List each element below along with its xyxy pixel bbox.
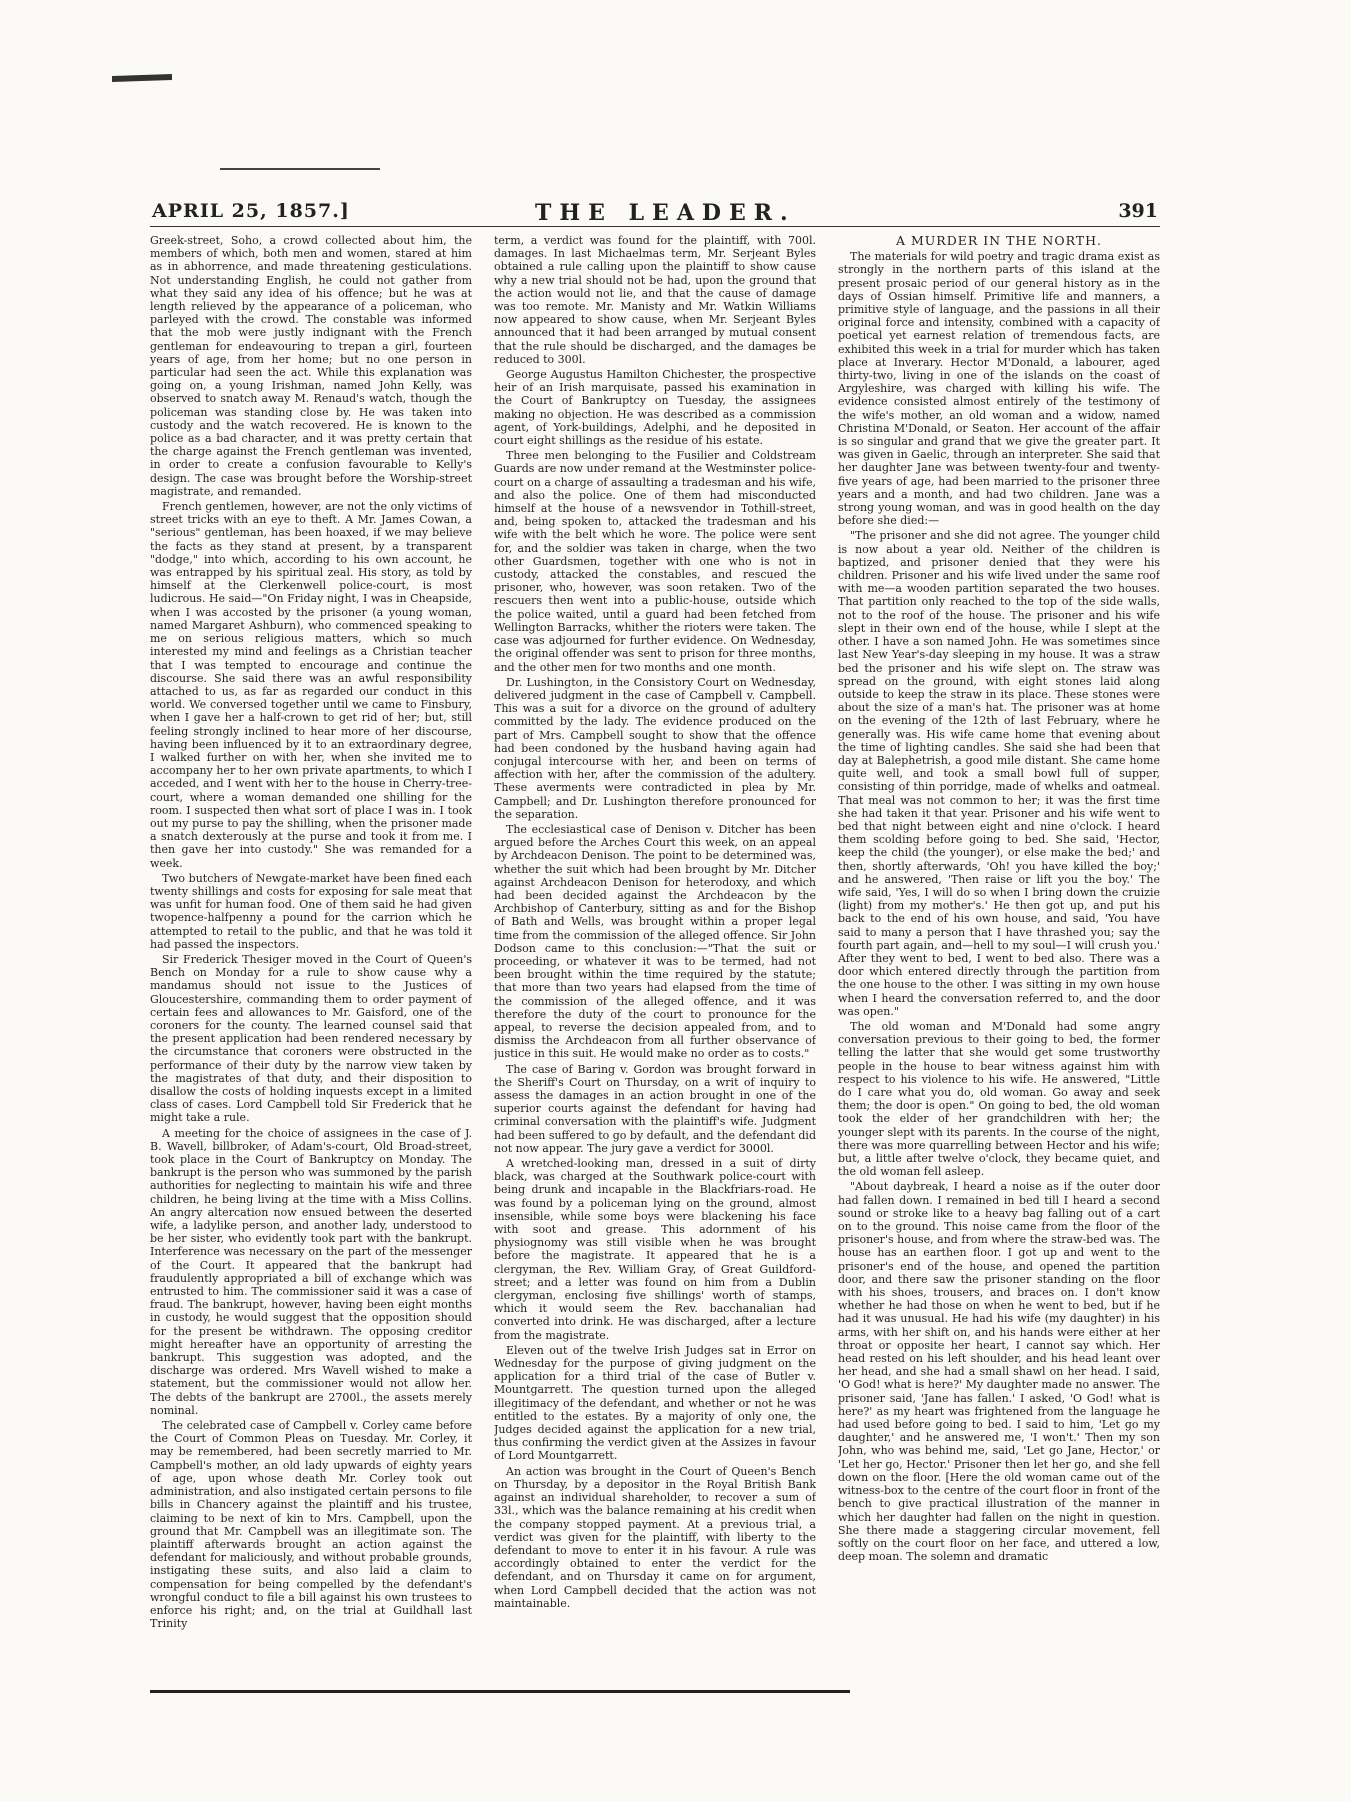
scan-artifact <box>112 74 172 82</box>
page-number: 391 <box>1118 200 1158 222</box>
newspaper-title: THE LEADER. <box>535 200 796 226</box>
paragraph: A wretched-looking man, dressed in a suit of dirty black, was charged at the Southwark police-court with being drunk and incapable in the Blackfriars-road. He was found by a policeman lying on the ground, almost insensible, while some boys were blackening his face with soot and grease. This adornment of his physiognomy was still visible when he was brought before the magistrate. It appeared that he is a clergyman, the Rev. William Gray, of Great Guildford-street; and a letter was found on him from a Dublin clergyman, enclosing five shillings' worth of stamps, which it would seem the Rev. bacchanalian had converted into drink. He was discharged, after a lecture from the magistrate. <box>494 1157 816 1342</box>
paragraph: French gentlemen, however, are not the only victims of street tricks with an eye to theft. A Mr. James Cowan, a "serious" gentleman, has been hoaxed, if we may believe the facts as they stand at present, by a transparent "dodge," into which, according to his own account, he was entrapped by his spiritual zeal. His story, as told by himself at the Clerkenwell police-court, is most ludicrous. He said—"On Friday night, I was in Cheapside, when I was accosted by the prisoner (a young woman, named Margaret Ashburn), who commenced speaking to me on serious religious matters, which so much interested my mind and feelings as a Christian teacher that I was tempted to encourage and continue the discourse. She said there was an awful responsibility attached to us, as far as regarded our conduct in this world. We conversed together until we came to Finsbury, when I gave her a half-crown to get rid of her; but, still feeling strongly inclined to hear more of her discourse, having been influenced by it to an extraordinary degree, I walked further on with her, when she invited me to accompany her to her own private apartments, to which I acceded, and I went with her to the house in Cherry-tree-court, where a woman demanded one shilling for the room. I suspected then what sort of place I was in. I took out my purse to pay the shilling, when the prisoner made a snatch dexterously at the purse and took it from me. I then gave her into custody." She was remanded for a week. <box>150 500 472 870</box>
quoted-testimony: "About daybreak, I heard a noise as if the outer door had fallen down. I remained in bed till I heard a second sound or stroke like to a heavy bag falling out of a cart on to the ground. This noise came from the floor of the prisoner's house, and from where the straw-bed was. The house has an earthen floor. I got up and went to the prisoner's end of the house, and opened the partition door, and there saw the prisoner standing on the floor with his shoes, trousers, and braces on. I don't know whether he had those on when he went to bed, but if he had it was unusual. He had his wife (my daughter) in his arms, with her shift on, and his hands were either at her throat or opposite her heart, I cannot say which. Her head rested on his left shoulder, and his head leant over her head, and she had a small shawl on her head. I said, 'O God! what is here?' My daughter made no answer. The prisoner said, 'Jane has fallen.' I asked, 'O God! what is here?' as my heart was frightened from the language he had used before going to bed. I said to him, 'Let go my daughter,' and he answered me, 'I won't.' Then my son John, who was behind me, said, 'Let go Jane, Hector,' or 'Let her go, Hector.' Prisoner then let her go, and she fell down on the floor. [Here the old woman came out of the witness-box to the centre of the court floor in front of the bench to give practical illustration of the manner in which her daughter had fallen on the night in question. She there made a staggering circular movement, fell softly on the court floor on her face, and uttered a low, deep moan. The solemn and dramatic <box>838 1180 1160 1564</box>
bottom-rule <box>150 1690 850 1693</box>
paragraph: A meeting for the choice of assignees in the case of J. B. Wavell, billbroker, of Adam's-court, Old Broad-street, took place in the Court of Bankruptcy on Monday. The bankrupt is the person who was summoned by the parish authorities for neglecting to maintain his wife and three children, he being living at the time with a Miss Collins. An angry altercation now ensued between the deserted wife, a ladylike person, and another lady, understood to be her sister, who evidently took part with the bankrupt. Interference was necessary on the part of the messenger of the Court. It appeared that the bankrupt had fraudulently appropriated a bill of exchange which was entrusted to him. The commissioner said it was a case of fraud. The bankrupt, however, having been eight months in custody, he would suggest that the opposition should for the present be withdrawn. The opposing creditor might hereafter have an opportunity of arresting the bankrupt. This suggestion was adopted, and the discharge was ordered. Mrs Wavell wished to make a statement, but the commissioner would not allow her. The debts of the bankrupt are 2700l., the assets merely nominal. <box>150 1126 472 1417</box>
paragraph: The celebrated case of Campbell v. Corley came before the Court of Common Pleas on Tuesday. Mr. Corley, it may be remembered, had been secretly married to Mr. Campbell's mother, an old lady upwards of eighty years of age, upon whose death Mr. Corley took out administration, and also instigated certain persons to file bills in Chancery against the plaintiff and his trustee, claiming to be next of kin to Mrs. Campbell, upon the ground that Mr. Campbell was an illegitimate son. The plaintiff afterwards brought an action against the defendant for maliciously, and without probable grounds, instigating these suits, and also laid a claim to compensation for being compelled by the defendant's wrongful conduct to file a bill against his own trustees to enforce his right; and, on the trial at Guildhall last Trinity <box>150 1419 472 1631</box>
paragraph: Three men belonging to the Fusilier and Coldstream Guards are now under remand at the Westminster police-court on a charge of assaulting a tradesman and his wife, and also the police. One of them had misconducted himself at the house of a newsvendor in Tothill-street, and, being spoken to, attacked the tradesman and his wife with the belt which he wore. The police were sent for, and the soldier was taken in charge, when the two other Guardsmen, together with one who is not in custody, attacked the constables, and rescued the prisoner, who, however, was soon retaken. Two of the rescuers then went into a public-house, outside which the police waited, until a guard had been fetched from Wellington Barracks, whither the rioters were taken. The case was adjourned for further evidence. On Wednesday, the original offender was sent to prison for three months, and the other men for two months and one month. <box>494 449 816 674</box>
column-2 <box>494 234 816 1674</box>
masthead <box>150 200 1160 227</box>
scan-artifact-line <box>220 168 380 170</box>
paragraph: An action was brought in the Court of Queen's Bench on Thursday, by a depositor in the Royal British Bank against an individual shareholder, to recover a sum of 33l., which was the balance remaining at his credit when the company stopped payment. At a previous trial, a verdict was given for the plaintiff, with liberty to the defendant to move to enter it in his favour. A rule was accordingly obtained to enter the verdict for the defendant, and on Thursday it came on for argument, when Lord Campbell decided that the action was not maintainable. <box>494 1464 816 1610</box>
paragraph: term, a verdict was found for the plaintiff, with 700l. damages. In last Michaelmas term, Mr. Serjeant Byles obtained a rule calling upon the plaintiff to show cause why a new trial should not be had, upon the ground that the action would not lie, and that the cause of damage was too remote. Mr. Manisty and Mr. Watkin Williams now appeared to show cause, when Mr. Serjeant Byles announced that it had been arranged by mutual consent that the rule should be discharged, and the damages be reduced to 300l. <box>494 234 816 366</box>
paragraph: The ecclesiastical case of Denison v. Ditcher has been argued before the Arches Court this week, on an appeal by Archdeacon Denison. The point to be determined was, whether the suit which had been brought by Mr. Ditcher against Archdeacon Denison for heterodoxy, and which had been decided against the Archdeacon by the Archbishop of Canterbury, sitting as and for the Bishop of Bath and Wells, was brought within a proper legal time from the commission of the alleged offence. Sir John Dodson came to this conclusion:—"That the suit or proceeding, or whatever it was to be termed, had not been brought within the time required by the statute; that more than two years had elapsed from the time of the commission of the alleged offence, and it was therefore the duty of the court to pronounce for the appeal, to reverse the decision appealed from, and to dismiss the Archdeacon from all further observance of justice in this suit. He would make no order as to costs." <box>494 822 816 1061</box>
paragraph: Two butchers of Newgate-market have been fined each twenty shillings and costs for exposing for sale meat that was unfit for human food. One of them said he had given twopence-halfpenny a pound for the carrion which he attempted to retail to the public, and that he was told it had passed the inspectors. <box>150 871 472 951</box>
paragraph: Sir Frederick Thesiger moved in the Court of Queen's Bench on Monday for a rule to show cause why a mandamus should not issue to the Justices of Gloucestershire, commanding them to order payment of certain fees and allowances to Mr. Gaisford, one of the coroners for the county. The learned counsel said that the present application had been rendered necessary by the circumstance that coroners were obstructed in the performance of their duty by the narrow view taken by the magistrates of that duty, and their disposition to disallow the costs of holding inquests except in a limited class of cases. Lord Campbell told Sir Frederick that he might take a rule. <box>150 952 472 1125</box>
paragraph: Dr. Lushington, in the Consistory Court on Wednesday, delivered judgment in the case of Campbell v. Campbell. This was a suit for a divorce on the ground of adultery committed by the lady. The evidence produced on the part of Mrs. Campbell sought to show that the offence had been condoned by the husband having again had conjugal intercourse with her, and been on terms of affection with her, after the commission of the adultery. These averments were contradicted in plea by Mr. Campbell; and Dr. Lushington therefore pronounced for the separation. <box>494 675 816 821</box>
paragraph: George Augustus Hamilton Chichester, the prospective heir of an Irish marquisate, passed his examination in the Court of Bankruptcy on Tuesday, the assignees making no objection. He was described as a commission agent, of York-buildings, Adelphi, and he deposited in court eight shillings as the residue of his estate. <box>494 368 816 448</box>
paragraph: Eleven out of the twelve Irish Judges sat in Error on Wednesday for the purpose of giving judgment on the application for a third trial of the case of Butler v. Mountgarrett. The question turned upon the alleged illegitimacy of the defendant, and whether or not he was entitled to the estates. By a majority of only one, the Judges decided against the application for a new trial, thus confirming the verdict given at the Assizes in favour of Lord Mountgarrett. <box>494 1343 816 1463</box>
paragraph: The old woman and M'Donald had some angry conversation previous to their going to bed, the former telling the latter that she would get some trustworthy people in the house to bear witness against him with respect to his violence to his wife. He answered, "Little do I care what you do, old woman. Go away and seek them; the door is open." On going to bed, the old woman took the elder of her grandchildren with her; the younger slept with its parents. In the course of the night, there was more quarrelling between Hector and his wife; but, a little after twelve o'clock, they became quiet, and the old woman fell asleep. <box>838 1019 1160 1179</box>
paragraph: Greek-street, Soho, a crowd collected about him, the members of which, both men and women, stared at him as in abhorrence, and made threatening gesticulations. Not understanding English, he could not gather from what they said any idea of his offence; but he was at length relieved by the appearance of a policeman, who parleyed with the crowd. The constable was informed that the mob were justly indignant with the French gentleman for endeavouring to trepan a girl, fourteen years of age, from her home; but no one person in particular had seen the act. While this explanation was going on, a young Irishman, named John Kelly, was observed to snatch away M. Renaud's watch, though the policeman was standing close by. He was taken into custody and the watch recovered. He is known to the police as a bad character, and it was pretty certain that the charge against the French gentleman was invented, in order to create a confusion favourable to Kelly's design. The case was brought before the Worship-street magistrate, and remanded. <box>150 234 472 498</box>
paragraph: The materials for wild poetry and tragic drama exist as strongly in the northern parts of this island at the present prosaic period of our general history as in the days of Ossian himself. Primitive life and manners, a primitive style of language, and the passions in all their original force and intensity, combined with a capacity of poetical yet earnest relation of tremendous facts, are exhibited this week in a trial for murder which has taken place at Inverary. Hector M'Donald, a labourer, aged thirty-two, living in one of the islands on the coast of Argyleshire, was charged with killing his wife. The evidence consisted almost entirely of the testimony of the wife's mother, an old woman and a widow, named Christina M'Donald, or Seaton. Her account of the affair is so singular and grand that we give the greater part. It was given in Gaelic, through an interpreter. She said that her daughter Jane was between twenty-four and twenty-five years of age, had been married to the prisoner three years and a month, and had two children. Jane was a strong young woman, and was in good health on the day before she died:— <box>838 250 1160 528</box>
column-3 <box>838 234 1160 1674</box>
column-1 <box>150 234 472 1674</box>
newspaper-page <box>150 200 1160 1690</box>
article-heading: A MURDER IN THE NORTH. <box>895 234 1103 248</box>
paragraph: The case of Baring v. Gordon was brought forward in the Sheriff's Court on Thursday, on a writ of inquiry to assess the damages in an action brought in one of the superior courts against the defendant for having had criminal conversation with the plaintiff's wife. Judgment had been suffered to go by default, and the defendant did not now appear. The jury gave a verdict for 3000l. <box>494 1062 816 1155</box>
issue-date: APRIL 25, 1857.] <box>152 200 350 222</box>
quoted-testimony: "The prisoner and she did not agree. The younger child is now about a year old. Neither of the children is baptized, and prisoner denied that they were his children. Prisoner and his wife lived under the same roof with me—a wooden partition separated the two houses. That partition only reached to the top of the side walls, not to the roof of the house. The prisoner and his wife slept in their own end of the house, while I slept at the other. I have a son named John. He was sometimes since last New Year's-day sleeping in my house. It was a straw bed the prisoner and his wife slept on. The straw was spread on the ground, with eight stones laid along outside to keep the straw in its place. These stones were about the size of a man's hat. The prisoner was at home on the evening of the 12th of last February, where he generally was. His wife came home that evening about the time of lighting candles. She said she had been that day at Balephetrish, a good mile distant. She came home quite well, and took a small bowl full of supper, consisting of thin porridge, made of whelks and oatmeal. That meal was not common to her; it was the first time she had taken it that year. Prisoner and his wife went to bed that night between eight and nine o'clock. I heard them scolding before going to bed. She said, 'Hector, keep the child (the younger), or else make the bed;' and then, shortly afterwards, 'Oh! you have killed the boy;' and he answered, 'Then raise or lift you the boy.' The wife said, 'Yes, I will do so when I bring down the cruizie (light) from my mother's.' He then got up, and put his back to the end of his own house, and said, 'You have said to many a person that I have thrashed you; say the fourth part again, and—hell to my soul—I will crush you.' After they went to bed, I went to bed also. There was a door which entered directly through the partition from the one house to the other. I was sitting in my own house when I heard the conversation referred to, and the door was open." <box>838 529 1160 1018</box>
